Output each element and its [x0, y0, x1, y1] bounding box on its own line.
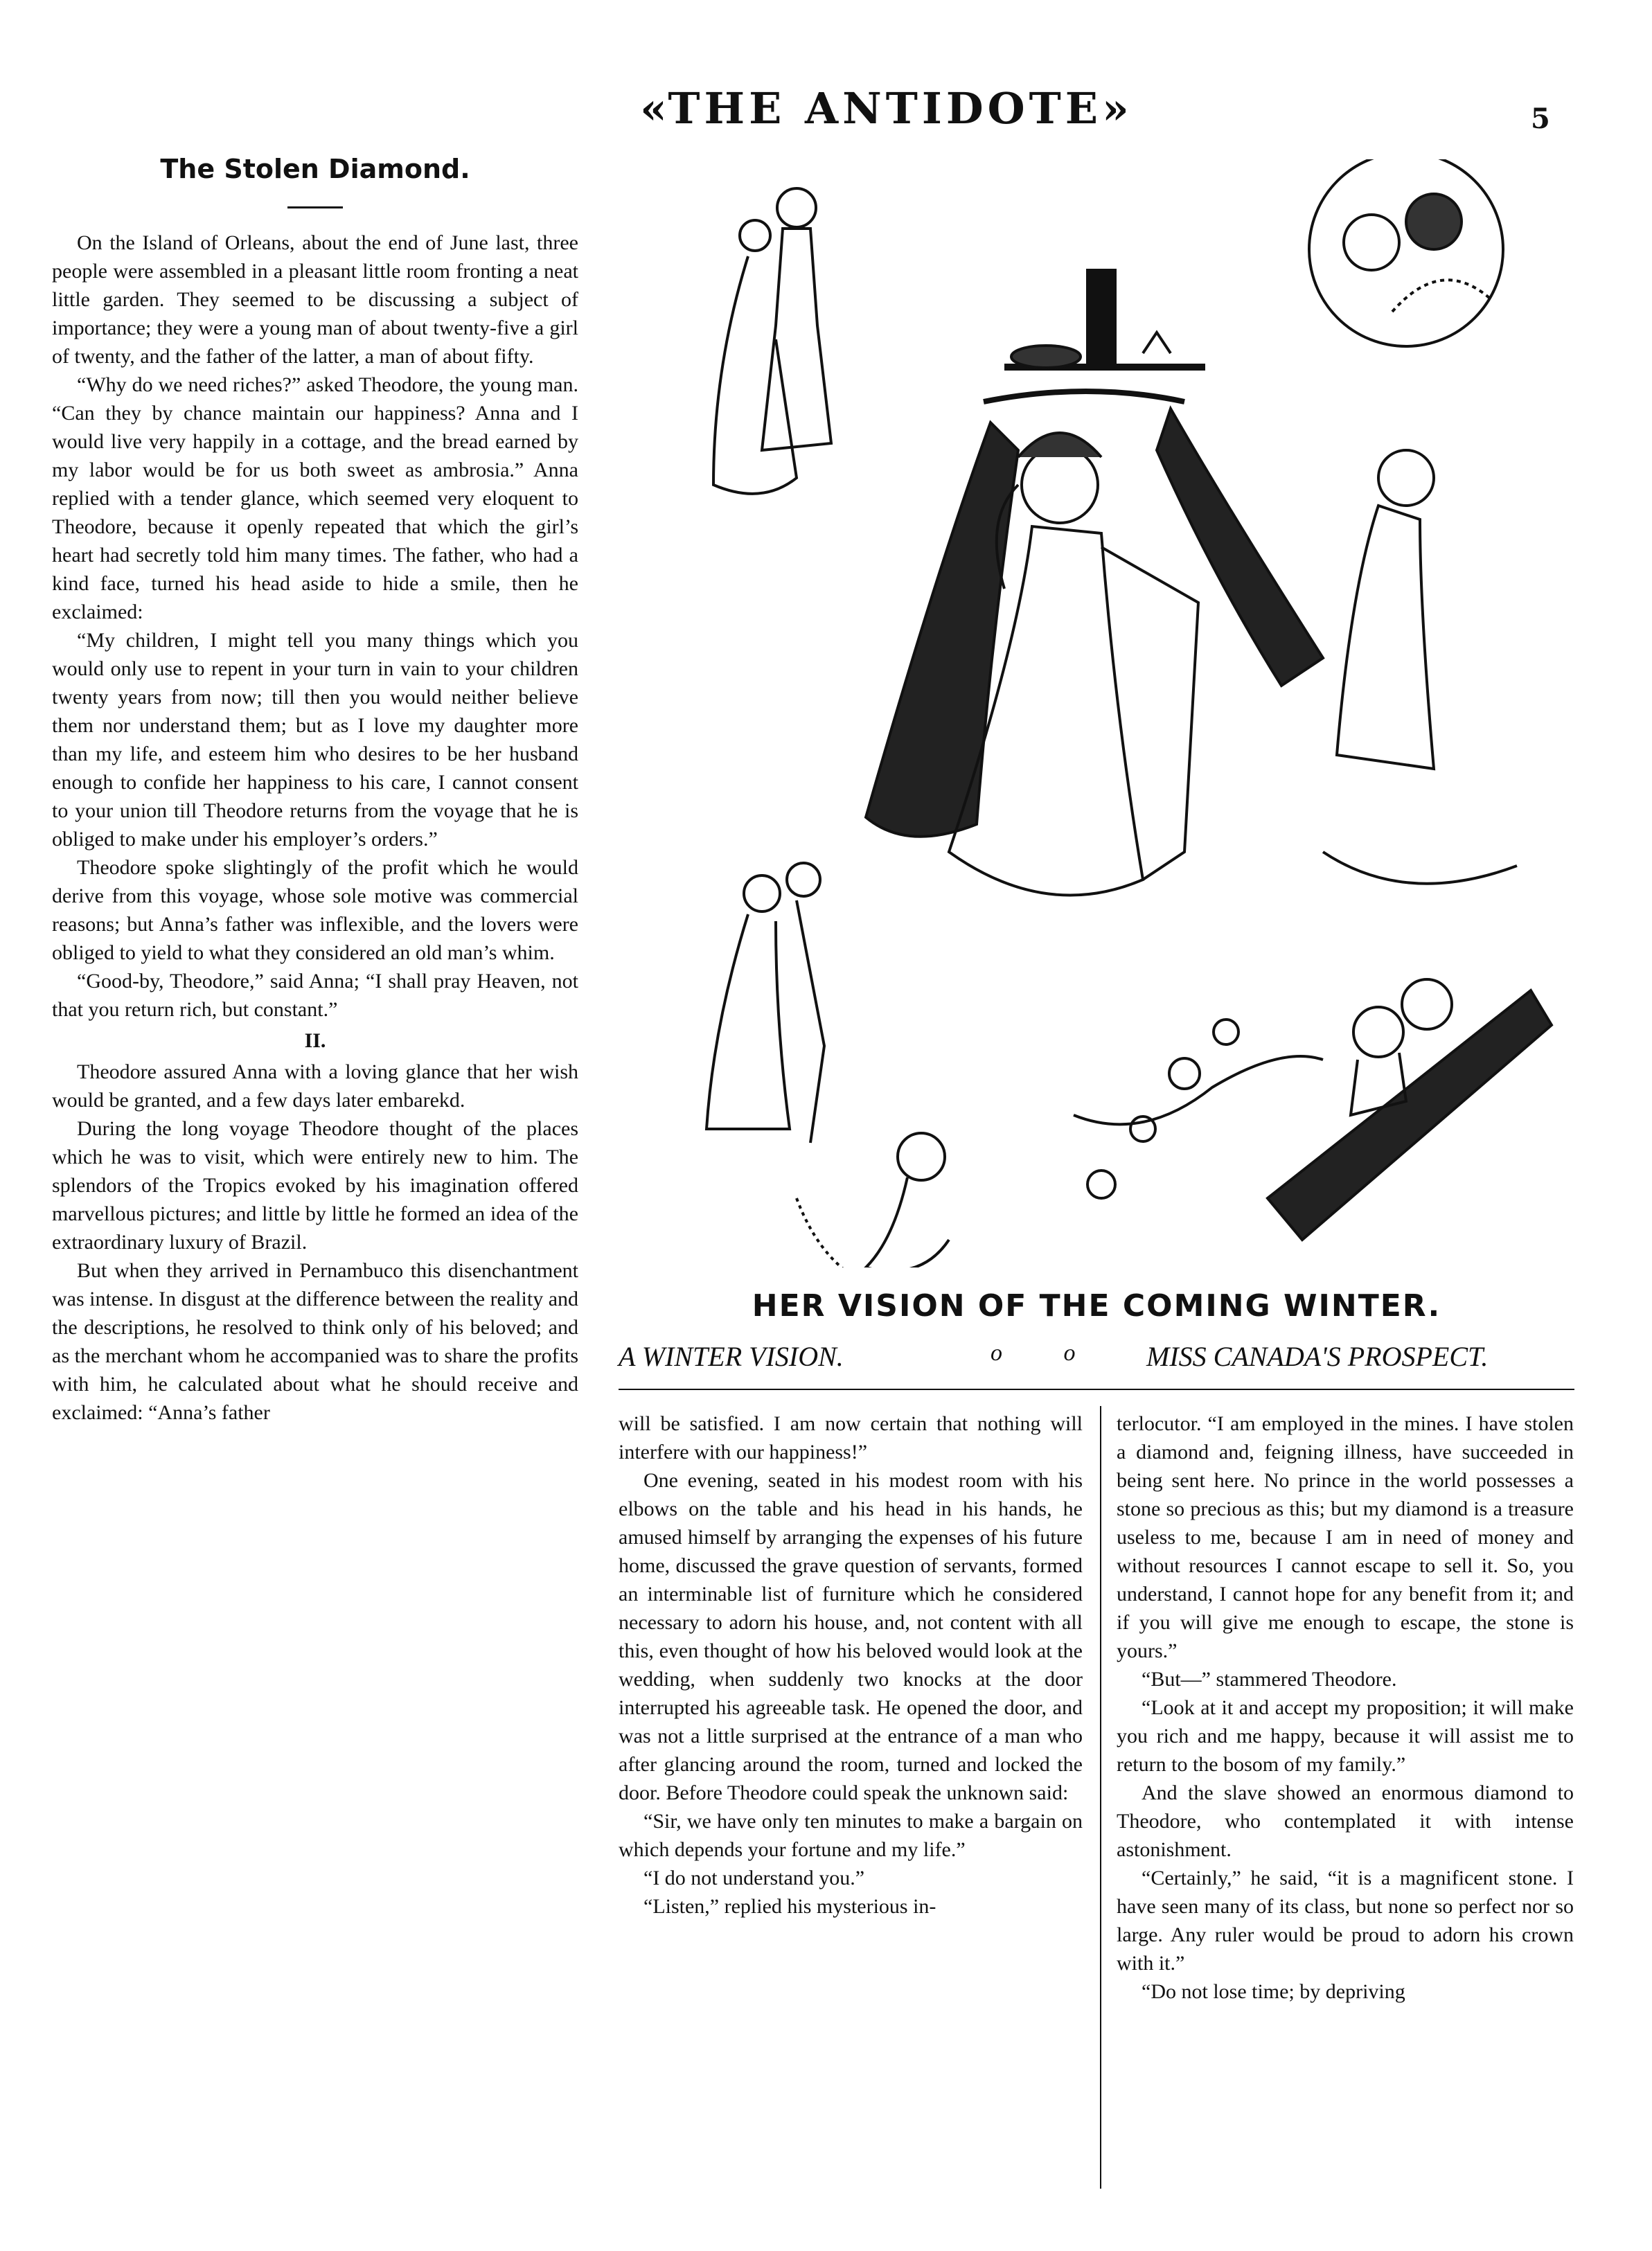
masthead: «THE ANTIDOTE»: [640, 83, 1133, 134]
paragraph: “I do not understand you.”: [643, 1867, 865, 1889]
illustration-subtitle-right: MISS CANADA'S PROSPECT.: [1146, 1341, 1489, 1372]
paragraph: will be satisfied. I am now certain that nothing will interfere with our happiness!”: [619, 1412, 1083, 1463]
paragraph: “My children, I might tell you many things which you would only use to repent in your turn in vain to your children twenty years from now; till then you would neither believe them nor understand them; but as I love my daughter more than my life, and esteem him who desires to be her husband enough to confide her happiness to his care, I cannot consent to your union till Theodore returns from the voyage that he is obliged to make under his employer’s orders.”: [52, 629, 578, 851]
paragraph: But when they arrived in Pernambuco this disenchantment was intense. In disgust at the difference between the reality and the descriptions, he resolved to think only of his beloved; and as the merchant whom he accompanied was to share the profits with him, he calculated about what he should receive and exclaimed: “Anna’s father: [52, 1259, 579, 1424]
paragraph: “But—” stammered Theodore.: [1142, 1668, 1397, 1691]
illustration-subtitle-ornament: o o: [991, 1340, 1103, 1366]
paragraph: “Listen,” replied his mysterious in-: [643, 1895, 936, 1918]
title-rule: [287, 206, 343, 208]
paragraph: One evening, seated in his modest room with his elbows on the table and his head in his hands, he amused himself by arranging the expenses of his future home, discussed the grave question of servants, formed an interminable list of furniture which he considered necessary to adorn his house, and, not content with all this, even thought of how his beloved would look at the wedding, when suddenly two knocks at the door interrupted his agreeable task. He opened the door, and was not a little surprised at the entrance of a man who after glancing around the room, turned and locked the door. Before Theodore could speak the unknown said:: [619, 1469, 1083, 1804]
illustration-subtitle-left: A WINTER VISION.: [619, 1341, 844, 1372]
paragraph: “Certainly,” he said, “it is a magnificent stone. I have seen many of its class, but none so perfect nor so large. Any ruler would be proud to adorn his crown with it.”: [1117, 1867, 1574, 1975]
paragraph: During the long voyage Theodore thought of the places which he was to visit, which were entirely new to him. The splendors of the Tropics evoked by his imagination offered marvellous pictures; and little by little he formed an idea of the extraordinary luxury of Brazil.: [52, 1117, 578, 1254]
paragraph: “Good-by, Theodore,” said Anna; “I shall pray Heaven, not that you return rich, but constant.”: [52, 970, 578, 1021]
paragraph: And the slave showed an enormous diamond to Theodore, who contemplated it with intense astonishment.: [1117, 1781, 1574, 1861]
right-column: [1117, 1409, 1574, 2006]
winter-vision-illustration: [658, 159, 1558, 1267]
page-number: 5: [1531, 103, 1550, 135]
story-title: The Stolen Diamond.: [160, 154, 470, 184]
illustration-caption: HER VISION OF THE COMING WINTER.: [752, 1288, 1441, 1324]
paragraph: “Look at it and accept my proposition; it will make you rich and me happy, because it will assist me to return to the bosom of my family.”: [1117, 1696, 1574, 1776]
column-divider: [1100, 1406, 1101, 2189]
paragraph: “Why do we need riches?” asked Theodore, the young man. “Can they by chance maintain our happiness? Anna and I would live very happily in a cottage, and the bread earned by my labor would be for us both sweet as ambrosia.” Anna replied with a tender glance, which seemed very eloquent to Theodore, because it openly repeated that which the girl’s heart had secretly told him many times. The father, who had a kind face, turned his head aside to hide a smile, then he exclaimed:: [52, 373, 578, 623]
paragraph: Theodore assured Anna with a loving glance that her wish would be granted, and a few days later embarekd.: [52, 1060, 578, 1112]
left-column: [52, 229, 578, 1427]
paragraph: Theodore spoke slightingly of the profit which he would derive from this voyage, whose sole motive was commercial reasons; but Anna’s father was inflexible, and the lovers were obliged to yield to what they considered an old man’s whim.: [52, 856, 578, 964]
paragraph: “Sir, we have only ten minutes to make a bargain on which depends your fortune and my life.”: [619, 1810, 1083, 1861]
middle-column: [619, 1409, 1083, 1921]
paragraph: “Do not lose time; by depriving: [1142, 1980, 1405, 2003]
paragraph: On the Island of Orleans, about the end of June last, three people were assembled in a pleasant little room fronting a neat little garden. They seemed to be discussing a subject of importance; they were a young man of about twenty-five a girl of twenty, and the father of the latter, a man of about fifty.: [52, 231, 578, 368]
caption-rule: [619, 1389, 1574, 1390]
section-heading: II.: [304, 1029, 326, 1052]
paragraph: terlocutor. “I am employed in the mines. I have stolen a diamond and, feigning illness, have succeeded in being sent here. No prince in the world possesses a stone so precious as this; but my diamond is a treasure useless to me, because I am in need of money and without resources I cannot escape to sell it. So, you understand, I cannot hope for any benefit from it; and if you will give me enough to escape, the stone is yours.”: [1117, 1412, 1574, 1662]
